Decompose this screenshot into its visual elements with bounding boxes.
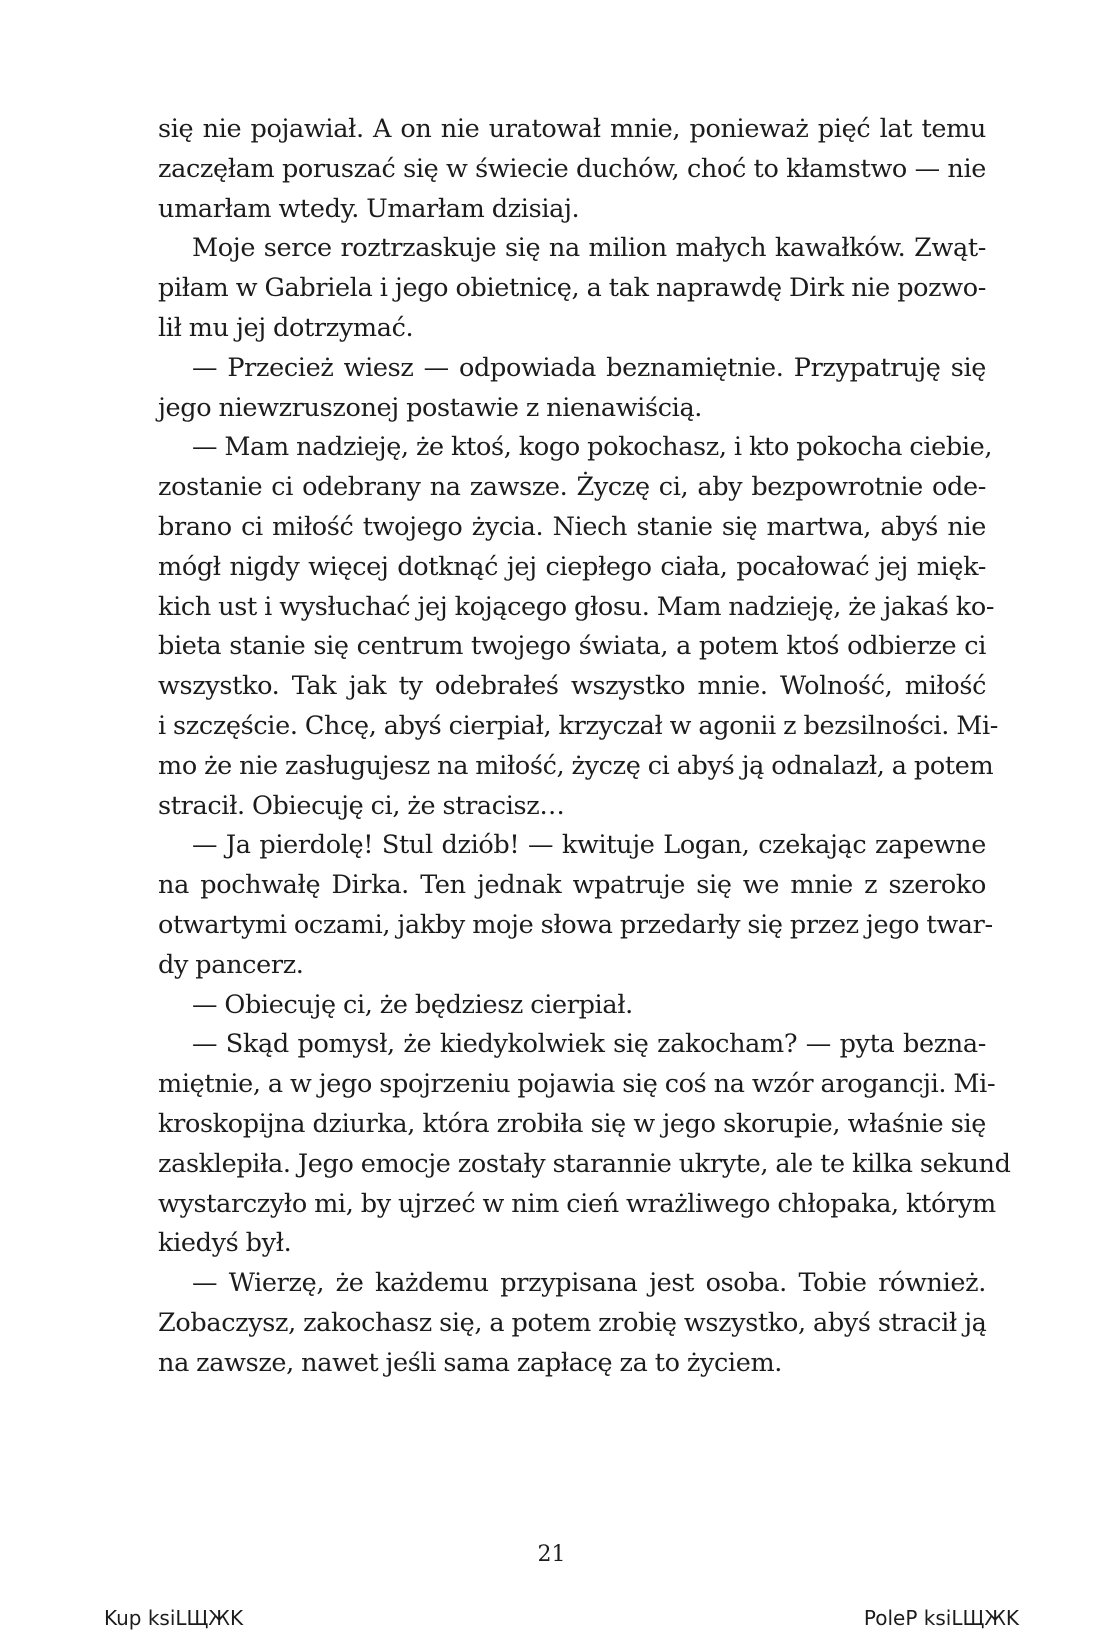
page-number: 21 (537, 1542, 566, 1567)
text-line: Moje serce roztrzaskuje się na milion małych kawałków. Zwąt- (192, 233, 986, 264)
text-line: zasklepiła. Jego emocje zostały starannie ukryte, ale te kilka sekund (158, 1148, 1011, 1179)
text-line: kiedyś był. (158, 1228, 292, 1259)
text-line: jego niewzruszonej postawie z nienawiścią. (158, 392, 703, 423)
text-line: wszystko. Tak jak ty odebrałeś wszystko mnie. Wolność, miłość (158, 671, 986, 702)
text-line: brano ci miłość twojego życia. Niech stanie się martwa, abyś nie (158, 511, 986, 542)
text-line: piłam w Gabriela i jego obietnicę, a tak naprawdę Dirk nie pozwo- (158, 273, 986, 304)
paragraph (158, 826, 993, 985)
text-line: umarłam wtedy. Umarłam dzisiaj. (158, 193, 580, 224)
body-text (158, 110, 1011, 1384)
paragraph (158, 110, 986, 229)
text-line: — Mam nadzieję, że ktoś, kogo pokochasz, i kto pokocha ciebie, (192, 432, 993, 463)
recommend-book-link[interactable]: PoleP ksiLЩЖK (863, 1606, 1019, 1630)
buy-book-link[interactable]: Kup ksiLЩЖK (104, 1606, 244, 1630)
text-line: mo że nie zasługujesz na miłość, życzę ci abyś ją odnalazł, a potem (158, 750, 994, 781)
paragraph (158, 428, 999, 826)
text-line: mógł nigdy więcej dotknąć jej ciepłego ciała, pocałować jej mięk- (158, 551, 986, 582)
text-line: — Obiecuję ci, że będziesz cierpiał. (192, 989, 633, 1020)
text-line: bieta stanie się centrum twojego świata, a potem ktoś odbierze ci (158, 631, 986, 662)
text-line: — Przecież wiesz — odpowiada beznamiętnie. Przypatruję się (192, 352, 986, 383)
text-line: kich ust i wysłuchać jej kojącego głosu. Mam nadzieję, że jakaś ko- (158, 591, 995, 622)
text-line: Zobaczysz, zakochasz się, a potem zrobię wszystko, abyś stracił ją (158, 1307, 987, 1338)
text-line: zaczęłam poruszać się w świecie duchów, choć to kłamstwo — nie (158, 153, 986, 184)
paragraph (158, 349, 986, 429)
paragraph (158, 1264, 986, 1383)
text-line: stracił. Obiecuję ci, że stracisz… (158, 790, 565, 821)
text-line: na pochwałę Dirka. Ten jednak wpatruje się we mnie z szeroko (158, 870, 986, 901)
text-line: zostanie ci odebrany na zawsze. Życzę ci, aby bezpowrotnie ode- (158, 472, 986, 503)
text-line: — Ja pierdolę! Stul dziób! — kwituje Logan, czekając zapewne (192, 830, 986, 861)
text-line: lił mu jej dotrzymać. (158, 312, 414, 343)
text-line: na zawsze, nawet jeśli sama zapłacę za to życiem. (158, 1347, 783, 1378)
text-line: otwartymi oczami, jakby moje słowa przedarły się przez jego twar- (158, 909, 993, 940)
paragraph (158, 1025, 1011, 1264)
text-line: kroskopijna dziurka, która zrobiła się w jego skorupie, właśnie się (158, 1108, 986, 1139)
text-line: się nie pojawiał. A on nie uratował mnie, ponieważ pięć lat temu (158, 114, 986, 144)
text-line: i szczęście. Chcę, abyś cierpiał, krzyczał w agonii z bezsilności. Mi- (158, 710, 999, 741)
paragraph (158, 229, 986, 348)
text-line: wystarczyło mi, by ujrzeć w nim cień wrażliwego chłopaka, którym (158, 1188, 996, 1219)
text-line: — Wierzę, że każdemu przypisana jest osoba. Tobie również. (192, 1268, 986, 1299)
text-line: dy pancerz. (158, 949, 304, 980)
paragraph (158, 986, 986, 1026)
text-line: — Skąd pomysł, że kiedykolwiek się zakocham? — pyta bezna- (192, 1029, 986, 1060)
text-line: miętnie, a w jego spojrzeniu pojawia się coś na wzór arogancji. Mi- (158, 1069, 996, 1100)
